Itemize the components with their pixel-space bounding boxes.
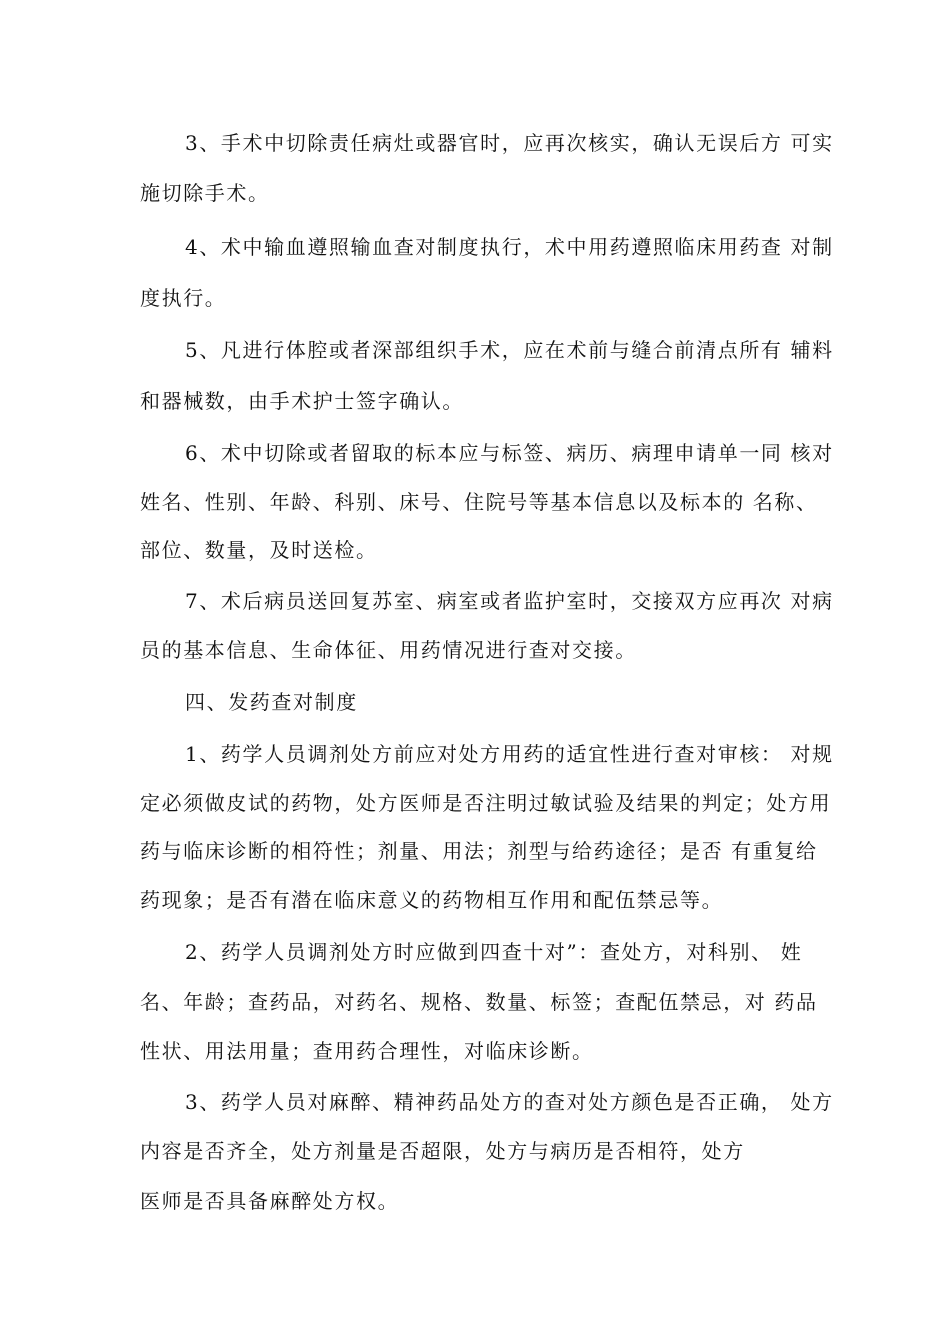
paragraph-3-line-1: 3、手术中切除责任病灶或器官时，应再次核实，确认无误后方 可实 [185, 131, 834, 155]
dispense-item-3-line-3: 医师是否具备麻醉处方权。 [140, 1189, 400, 1213]
paragraph-4-line-2: 度执行。 [140, 286, 227, 310]
dispense-item-3-line-1: 3、药学人员对麻醉、精神药品处方的查对处方颜色是否正确， 处方 [185, 1090, 834, 1114]
paragraph-6-line-1: 6、术中切除或者留取的标本应与标签、病历、病理申请单一同 核对 [185, 441, 834, 465]
dispense-item-1-line-1: 1、药学人员调剂处方前应对处方用药的适宜性进行查对审核： 对规 [185, 742, 834, 766]
paragraph-6-line-3: 部位、数量，及时送检。 [140, 538, 378, 562]
paragraph-4-line-1: 4、术中输血遵照输血查对制度执行，术中用药遵照临床用药查 对制 [185, 235, 834, 259]
dispense-item-2-line-1: 2、药学人员调剂处方时应做到四查十对”：查处方，对科别、 姓 [185, 940, 803, 964]
dispense-item-1-line-3: 药与临床诊断的相符性；剂量、用法；剂型与给药途径；是否 有重复给 [140, 839, 818, 863]
section-heading: 四、发药查对制度 [185, 690, 358, 714]
dispense-item-3-line-2: 内容是否齐全，处方剂量是否超限，处方与病历是否相符，处方 [140, 1139, 745, 1163]
dispense-item-1-line-4: 药现象；是否有潜在临床意义的药物相互作用和配伍禁忌等。 [140, 888, 724, 912]
paragraph-6-line-2: 姓名、性别、年龄、科别、床号、住院号等基本信息以及标本的 名称、 [140, 490, 818, 514]
paragraph-5-line-1: 5、凡进行体腔或者深部组织手术，应在术前与缝合前清点所有 辅料 [185, 338, 834, 362]
dispense-item-2-line-3: 性状、用法用量；查用药合理性，对临床诊断。 [140, 1039, 594, 1063]
paragraph-3-line-2: 施切除手术。 [140, 181, 270, 205]
dispense-item-2-line-2: 名、年龄；查药品，对药名、规格、数量、标签；查配伍禁忌，对 药品 [140, 990, 818, 1014]
paragraph-7-line-1: 7、术后病员送回复苏室、病室或者监护室时，交接双方应再次 对病 [185, 589, 834, 613]
paragraph-5-line-2: 和器械数，由手术护士签字确认。 [140, 389, 464, 413]
dispense-item-1-line-2: 定必须做皮试的药物，处方医师是否注明过敏试验及结果的判定；处方用 [140, 791, 832, 815]
paragraph-7-line-2: 员的基本信息、生命体征、用药情况进行查对交接。 [140, 638, 637, 662]
